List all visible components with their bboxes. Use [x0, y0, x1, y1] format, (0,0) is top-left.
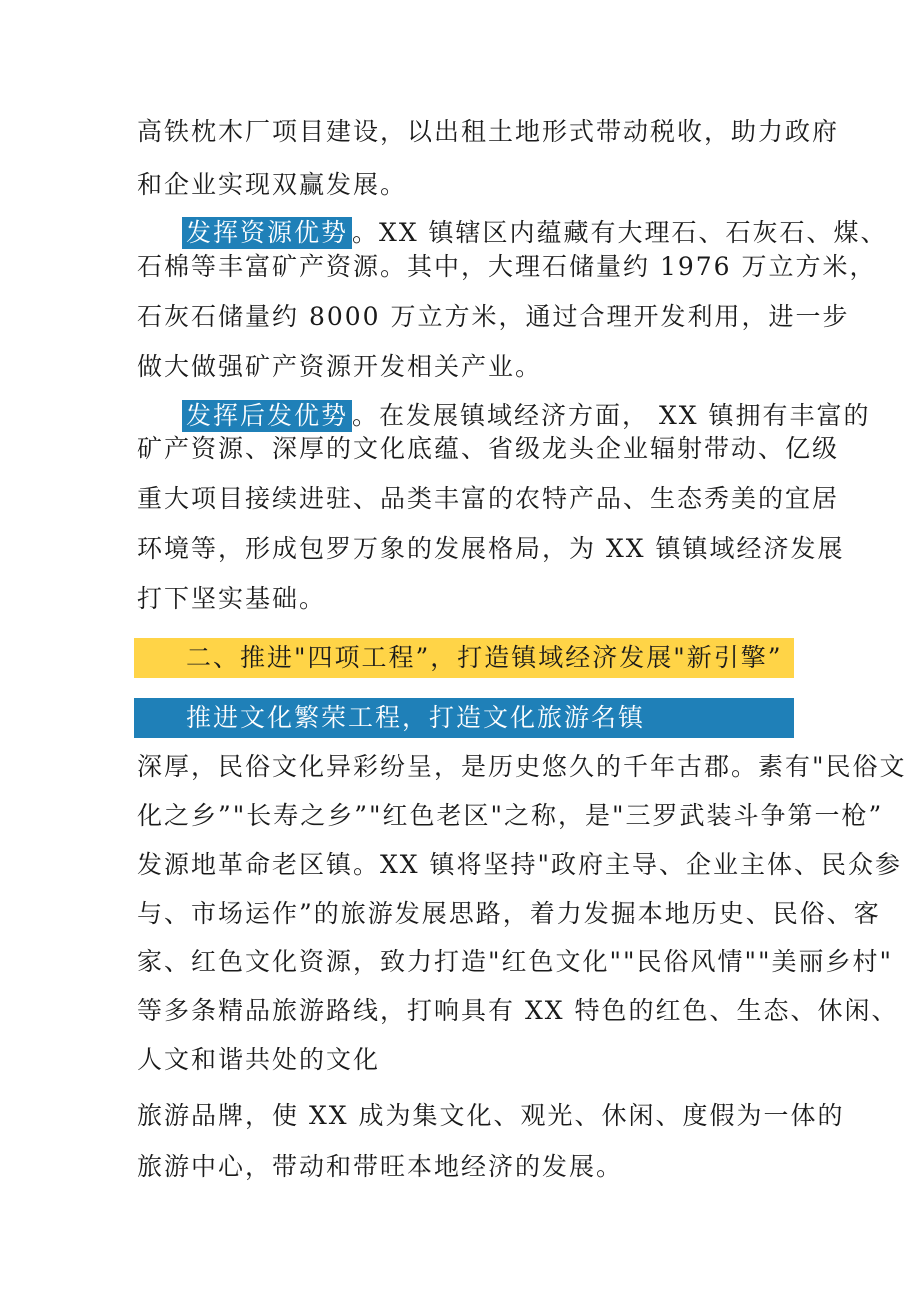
paragraph-line: 高铁枕木厂项目建设，以出租土地形式带动税收，助力政府 [137, 117, 840, 146]
paragraph-line: 做大做强矿产资源开发相关产业。 [137, 352, 543, 381]
paragraph-line: 和企业实现双赢发展。 [137, 170, 408, 199]
paragraph-line: 深厚，民俗文化异彩纷呈，是历史悠久的千年古郡。素有"民俗文 [137, 752, 907, 781]
section-heading: 二、推进"四项工程”，打造镇域经济发展"新引擎” [186, 643, 783, 672]
late-mover-advantage-paragraph-start [182, 400, 871, 432]
paragraph-line: 环境等，形成包罗万象的发展格局，为 XX 镇镇域经济发展 [137, 534, 845, 563]
paragraph-line: 旅游品牌，使 XX 成为集文化、观光、休闲、度假为一体的 [137, 1101, 845, 1130]
paragraph-line: 化之乡”"长寿之乡”"红色老区"之称，是"三罗武装斗争第一枪” [137, 801, 884, 830]
paragraph-line: 家、红色文化资源，致力打造"红色文化""民俗风情""美丽乡村" [137, 947, 893, 976]
paragraph-line: 发源地革命老区镇。XX 镇将坚持"政府主导、企业主体、民众参 [137, 850, 903, 879]
paragraph-line: 石棉等丰富矿产资源。其中，大理石储量约 1976 万立方米， [137, 252, 877, 281]
paragraph-line: 打下坚实基础。 [137, 584, 327, 613]
paragraph-line: 矿产资源、深厚的文化底蕴、省级龙头企业辐射带动、亿级 [137, 434, 840, 463]
resource-advantage-heading: 发挥资源优势 [182, 217, 352, 249]
section-heading-band [134, 638, 794, 678]
sub-heading-band [134, 698, 794, 738]
paragraph-line: 等多条精品旅游路线，打响具有 XX 特色的红色、生态、休闲、 [137, 996, 899, 1025]
paragraph-line: 重大项目接续进驻、品类丰富的农特产品、生态秀美的宜居 [137, 484, 840, 513]
paragraph-line: 人文和谐共处的文化 [137, 1045, 381, 1074]
resource-advantage-paragraph-start [182, 217, 888, 249]
paragraph-line: 。XX 镇辖区内蕴藏有大理石、石灰石、煤、 [352, 218, 888, 247]
paragraph-line: 石灰石储量约 8000 万立方米，通过合理开发利用，进一步 [137, 302, 850, 331]
sub-heading: 推进文化繁荣工程，打造文化旅游名镇 [186, 703, 646, 732]
late-mover-advantage-heading: 发挥后发优势 [182, 400, 352, 432]
paragraph-line: 与、市场运作”的旅游发展思路，着力发掘本地历史、民俗、客 [137, 899, 881, 928]
paragraph-line: 旅游中心，带动和带旺本地经济的发展。 [137, 1152, 624, 1181]
paragraph-line: 。在发展镇域经济方面， XX 镇拥有丰富的 [352, 401, 871, 430]
